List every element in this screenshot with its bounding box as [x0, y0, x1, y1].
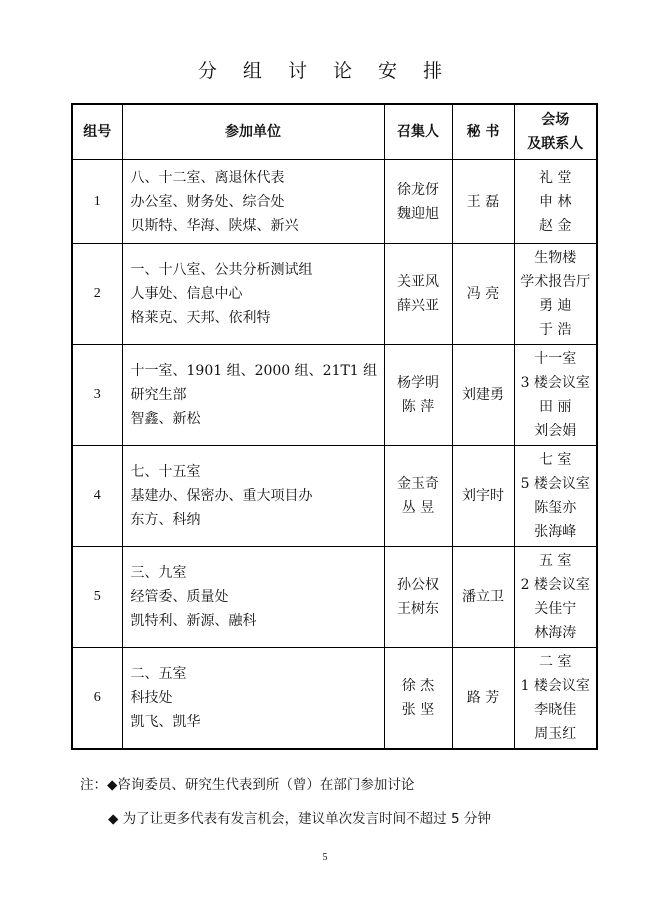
venue-line: 张海峰	[534, 524, 577, 540]
venue-line: 5 楼会议室	[520, 476, 590, 492]
venue-line: 申 林	[539, 193, 572, 210]
convener-name: 徐 杰	[401, 677, 435, 694]
group-number: 1	[72, 160, 122, 244]
header-venue-line1: 会场	[541, 112, 570, 128]
group-number: 6	[72, 648, 122, 749]
venue-line: 林海涛	[534, 625, 577, 641]
secretary	[452, 244, 514, 345]
header-units: 参加单位	[122, 104, 384, 160]
unit-line: 人事处、信息中心	[130, 286, 243, 302]
venue-line: 李晓佳	[534, 701, 577, 718]
unit-line: 二、五室	[130, 665, 187, 682]
convener-name: 魏迎旭	[397, 205, 439, 222]
venue-contacts	[514, 244, 597, 345]
unit-line: 研究生部	[130, 387, 187, 403]
venue-line: 二 室	[539, 653, 572, 670]
table-header-row	[72, 104, 597, 160]
venue-contacts	[514, 648, 597, 749]
convener	[384, 160, 452, 244]
unit-line: 格莱克、天邦、依利特	[130, 310, 271, 326]
venue-line: 七 室	[539, 452, 572, 468]
unit-line: 智鑫、新松	[130, 411, 201, 427]
table-row	[72, 547, 597, 648]
venue-line: 关佳宁	[534, 601, 577, 617]
venue-line: 2 楼会议室	[520, 577, 590, 593]
venue-line: 礼 堂	[539, 169, 572, 186]
table-row	[72, 446, 597, 547]
participating-units	[122, 160, 384, 244]
unit-line: 经管委、质量处	[130, 589, 229, 605]
secretary	[452, 547, 514, 648]
notes	[80, 768, 491, 836]
venue-contacts	[514, 547, 597, 648]
unit-line: 十一室、1901 组、2000 组、21T1 组	[130, 363, 378, 379]
secretary-name: 刘建勇	[462, 387, 504, 403]
unit-line: 贝斯特、华海、陕煤、新兴	[130, 217, 299, 234]
header-group: 组号	[72, 104, 122, 160]
table-row	[72, 345, 597, 446]
secretary-name: 王 磊	[466, 193, 500, 210]
participating-units	[122, 244, 384, 345]
venue-contacts	[514, 446, 597, 547]
group-number: 4	[72, 446, 122, 547]
header-venue	[514, 104, 597, 160]
participating-units	[122, 648, 384, 749]
convener-name: 关亚风	[397, 274, 439, 290]
header-venue-line2: 及联系人	[527, 136, 584, 152]
venue-line: 刘会娟	[534, 423, 577, 439]
venue-line: 勇 迪	[539, 298, 572, 314]
convener	[384, 648, 452, 749]
convener-name: 孙公权	[397, 577, 439, 593]
unit-line: 科技处	[130, 689, 173, 706]
venue-line: 十一室	[534, 351, 577, 367]
venue-line: 1 楼会议室	[520, 677, 590, 694]
convener-name: 张 坚	[401, 701, 435, 718]
convener-name: 徐龙伢	[397, 181, 439, 198]
secretary-name: 路 芳	[466, 689, 500, 706]
convener-name: 王树东	[397, 601, 439, 617]
venue-contacts	[514, 160, 597, 244]
table-row	[72, 648, 597, 749]
unit-line: 凯飞、凯华	[130, 713, 201, 730]
secretary	[452, 160, 514, 244]
note-line-2: ◆ 为了让更多代表有发言机会，建议单次发言时间不超过 5 分钟	[108, 811, 491, 827]
venue-line: 3 楼会议室	[520, 375, 590, 391]
note-line-1: 注：◆咨询委员、研究生代表到所（曾）在部门参加讨论	[80, 777, 415, 793]
group-number: 2	[72, 244, 122, 345]
venue-line: 赵 金	[539, 217, 572, 234]
venue-line: 学术报告厅	[520, 274, 591, 290]
venue-line: 陈玺亦	[534, 500, 577, 516]
venue-contacts	[514, 345, 597, 446]
unit-line: 基建办、保密办、重大项目办	[130, 488, 313, 504]
secretary-name: 刘宇时	[462, 488, 504, 504]
venue-line: 田 丽	[539, 399, 572, 415]
secretary	[452, 345, 514, 446]
table-row	[72, 244, 597, 345]
header-convener: 召集人	[384, 104, 452, 160]
participating-units	[122, 345, 384, 446]
secretary-name: 潘立卫	[462, 589, 504, 605]
header-secretary: 秘 书	[452, 104, 514, 160]
schedule-table	[71, 103, 598, 750]
unit-line: 八、十二室、离退休代表	[130, 169, 285, 186]
secretary-name: 冯 亮	[466, 286, 500, 302]
unit-line: 七、十五室	[130, 464, 201, 480]
unit-line: 三、九室	[130, 565, 187, 581]
venue-line: 周玉红	[534, 725, 577, 742]
convener	[384, 446, 452, 547]
convener-name: 陈 萍	[401, 399, 435, 415]
venue-line: 五 室	[539, 553, 572, 569]
venue-line: 生物楼	[534, 250, 577, 266]
convener	[384, 244, 452, 345]
secretary	[452, 446, 514, 547]
convener	[384, 345, 452, 446]
unit-line: 东方、科纳	[130, 512, 201, 528]
participating-units	[122, 446, 384, 547]
participating-units	[122, 547, 384, 648]
convener-name: 薛兴亚	[397, 298, 439, 314]
page-number: 5	[322, 852, 328, 863]
convener-name: 杨学明	[397, 375, 439, 391]
group-number: 5	[72, 547, 122, 648]
table-row	[72, 160, 597, 244]
group-number: 3	[72, 345, 122, 446]
unit-line: 办公室、财务处、综合处	[130, 193, 285, 210]
page-title: 分 组 讨 论 安 排	[197, 60, 453, 82]
unit-line: 凯特利、新源、融科	[130, 613, 257, 629]
convener	[384, 547, 452, 648]
convener-name: 金玉奇	[397, 476, 439, 492]
convener-name: 丛 昱	[401, 500, 435, 516]
secretary	[452, 648, 514, 749]
venue-line: 于 浩	[539, 322, 572, 338]
unit-line: 一、十八室、公共分析测试组	[130, 262, 313, 278]
